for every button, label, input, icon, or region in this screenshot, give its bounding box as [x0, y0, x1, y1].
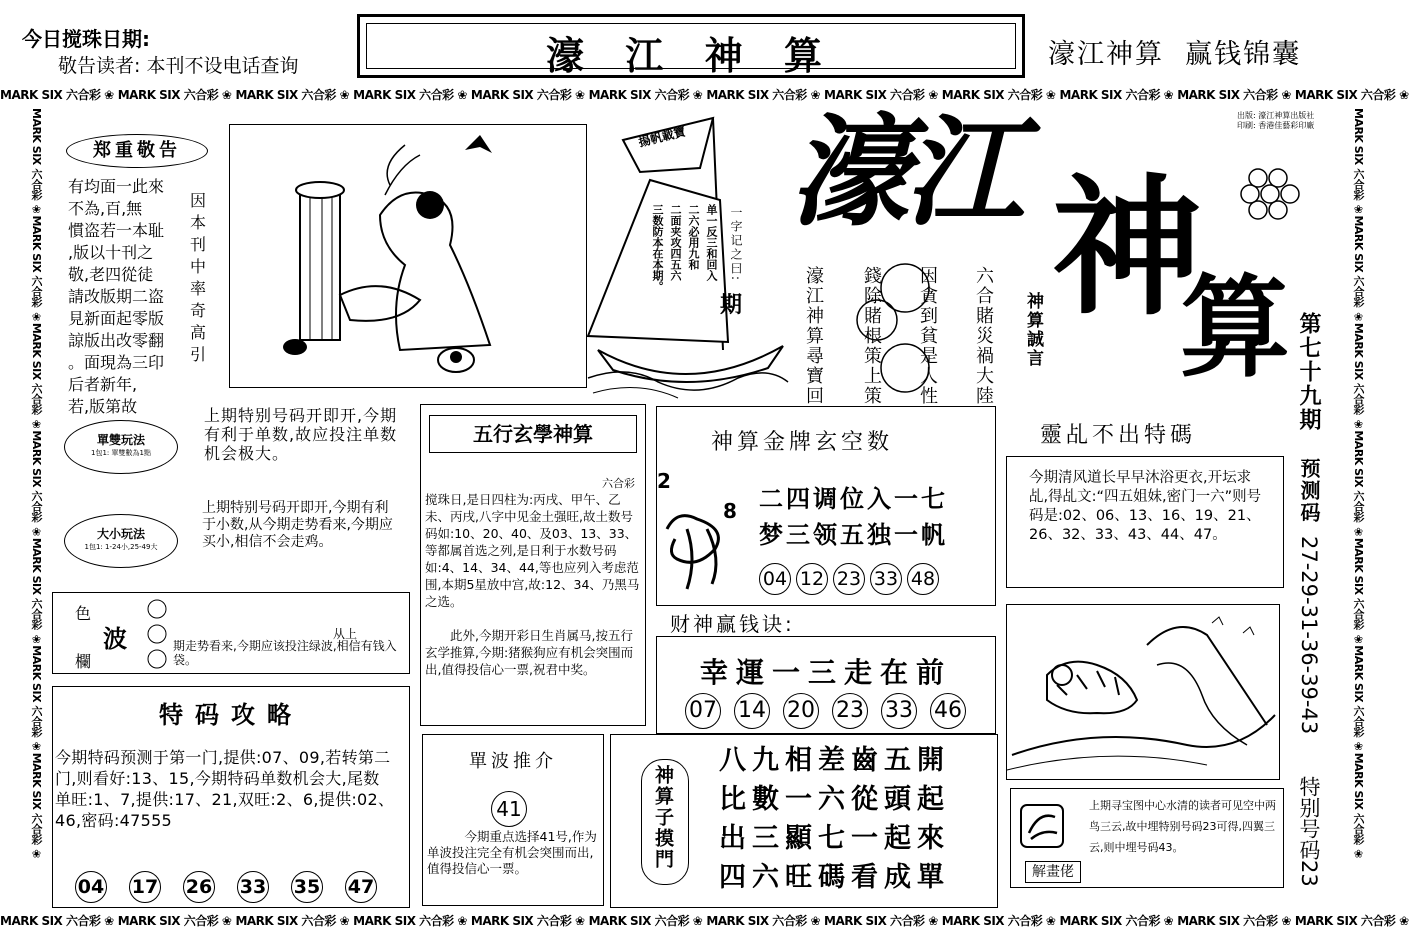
poem-line: 八九相差齒五開	[719, 745, 950, 776]
mark-six-unit: MARK SIX 六合彩 ❀	[1294, 88, 1409, 102]
mark-six-unit: MARK SIX 六合彩 ❀	[117, 88, 232, 102]
gold-title: 神算金牌玄空数	[711, 430, 894, 455]
special-code-box	[52, 686, 410, 908]
poem-line: 比數一六從頭起	[719, 784, 950, 815]
single-number: 41	[491, 791, 527, 827]
mark-six-unit: MARK SIX 六合彩 ❀	[0, 914, 114, 928]
mark-six-unit: MARK SIX 六合彩 ❀	[0, 88, 114, 102]
mark-six-unit: MARK SIX 六合彩 ❀	[941, 914, 1056, 928]
gold-numbers	[759, 563, 944, 595]
puzzle-text: 上期寻宝图中心水清的读者可见空中两鸟三云,故中埋特别号码23可得,四翼三云,则中埋号码43。	[1089, 799, 1276, 854]
mark-six-unit: MARK SIX 六合彩 ❀	[1294, 914, 1409, 928]
notice-extra-char: 刊	[190, 235, 207, 254]
proverb-col-3: 因貪到貧是人性	[917, 266, 938, 406]
notice-line: 敬,老四從徒	[68, 265, 154, 284]
oracle-box	[1006, 456, 1284, 588]
notice-extra-char: 高	[190, 323, 207, 342]
poem-box	[610, 734, 998, 908]
mark-six-unit: MARK SIX 六合彩 ❀	[824, 88, 938, 102]
mark-six-band-left	[22, 108, 44, 908]
mark-six-unit: MARK SIX 六合彩 ❀	[1177, 914, 1291, 928]
sail-period: 期	[720, 293, 743, 318]
title-box-text: 濠 江 神 算	[546, 33, 836, 78]
gold-line-2: 梦三领五独一帆	[759, 521, 948, 549]
mark-six-unit: MARK SIX 六合彩 ❀	[235, 914, 350, 928]
odd-even-badge-sub: 1包1: 單雙數為1點	[91, 449, 151, 457]
color-label-2: 波	[103, 625, 127, 653]
sail-line: 二面夹攻四五六	[669, 204, 682, 281]
notice-line: ,版以十刊之	[68, 243, 154, 262]
caishen-title: 财神赢钱诀:	[670, 612, 795, 636]
notice-title: 郑重敬告	[93, 140, 181, 161]
big-small-section	[52, 498, 412, 590]
date-label: 今日搅珠日期:	[22, 27, 150, 51]
notice-line: 有均面一此來	[68, 177, 165, 196]
mark-six-unit: MARK SIX 六合彩 ❀	[588, 88, 703, 102]
gold-number: 48	[907, 563, 939, 595]
mark-six-unit: MARK SIX 六合彩 ❀	[1177, 88, 1291, 102]
mark-six-unit: MARK SIX 六合彩 ❀	[30, 322, 43, 431]
caishen-number: 07	[685, 693, 721, 729]
mark-six-band-right	[1344, 108, 1366, 908]
notice-title-badge	[66, 134, 208, 168]
gold-number: 33	[870, 563, 902, 595]
notice-line: 不為,百,無	[68, 199, 143, 218]
puzzle-box	[1010, 788, 1284, 888]
special-title: 特码攻略	[159, 701, 303, 729]
special-number-label: 特别号码23	[1297, 776, 1321, 887]
notice-line: 后者新年,	[68, 375, 138, 394]
poem-side: 神算子摸門	[652, 765, 674, 870]
mark-six-unit: MARK SIX 六合彩 ❀	[235, 88, 350, 102]
caishen-motto: 幸運一三走在前	[699, 656, 952, 689]
gold-line-1: 二四调位入一七	[759, 485, 948, 513]
caishen-box	[656, 636, 996, 734]
wuxing-text-1: 搅珠日,是日四柱为:丙戌、甲午、乙未、丙戌,八字中见金土强旺,故土数号码如:10、20、40、及03、13、33、等都属首选之列,是日利于水数号码如:4、14、34、44,等也应列入考虑范围,本期5星放中宫,故:12、34、乃黑马之选。	[425, 492, 640, 609]
color-label-1: 色	[75, 604, 92, 623]
mark-six-unit: MARK SIX 六合彩 ❀	[706, 914, 821, 928]
sail-flag: 揚帆載寶	[637, 124, 688, 150]
sail-intro: 一字记之曰:	[729, 206, 743, 283]
gold-number: 12	[796, 563, 828, 595]
notice-line: 見新面起零版	[68, 309, 165, 328]
mark-six-unit: MARK SIX 六合彩 ❀	[470, 914, 585, 928]
mark-six-unit: MARK SIX 六合彩 ❀	[470, 88, 585, 102]
wuxing-text-2: 此外,今期开彩日生肖属马,按五行玄学推算,今期:猪猴狗应有机会突围而出,值得投信心一票,祝君中奖。	[425, 628, 634, 677]
notice-box	[52, 128, 222, 416]
special-number: 47	[345, 871, 377, 903]
poem-line: 四六旺碼看成單	[719, 862, 950, 893]
caishen-number: 33	[881, 693, 917, 729]
notice-extra-char: 本	[190, 213, 207, 232]
single-wave-box	[422, 734, 604, 906]
single-text: 今期重点选择41号,作为单波投注完全有机会突围而出,值得投信心一票。	[427, 829, 597, 876]
special-number: 26	[183, 871, 215, 903]
proverb-circles	[860, 258, 950, 398]
big-small-text: 上期特别号码开即开,今期有利于小数,从今期走势看来,今期应买小,相信不会走鸡。	[202, 500, 393, 550]
mark-six-unit: MARK SIX 六合彩 ❀	[1352, 215, 1365, 323]
mark-six-unit: MARK SIX 六合彩 ❀	[117, 914, 232, 928]
oracle-text: 今期清风道长早早沐浴更衣,开坛求乩,得乩文:“四五姐妹,密门一六”则号码是:02、06、13、16、19、21、26、32、33、43、44、47。	[1029, 470, 1262, 543]
color-circles	[145, 597, 169, 671]
notice-line: 敬告读者: 本刊不设电话查询	[58, 55, 299, 77]
caishen-numbers	[685, 693, 971, 729]
publisher-line-2: 印刷: 香港佳藝彩印廠	[1237, 121, 1315, 130]
slogan: 濠江神算 赢钱锦囊	[1048, 39, 1302, 70]
mark-six-unit: MARK SIX 六合彩 ❀	[30, 430, 43, 538]
special-number: 33	[237, 871, 269, 903]
sail-line: 二六必用九和	[687, 204, 700, 270]
notice-extra	[190, 190, 212, 366]
special-text: 今期特码预测于第一门,提供:07、09,若转第二门,则看好:13、15,今期特码单数机会大,尾数单旺:1、7,提供:17、21,双旺:2、6,提供:02、46,密码:47555	[55, 748, 395, 830]
gold-num-1: 2	[657, 469, 671, 493]
mark-six-unit: MARK SIX 六合彩 ❀	[1059, 88, 1174, 102]
gold-num-2: 8	[723, 499, 737, 523]
tiger-illustration	[1006, 604, 1280, 780]
notice-extra-char: 引	[190, 345, 207, 364]
sail-line: 单一反三和回入	[705, 204, 718, 281]
caishen-number: 46	[930, 693, 966, 729]
wuxing-box	[420, 404, 646, 726]
special-number: 17	[129, 871, 161, 903]
predict-label: 预测码	[1297, 458, 1321, 524]
puzzle-icon	[1019, 803, 1065, 849]
notice-extra-char: 中	[190, 257, 207, 276]
odd-even-badge	[64, 420, 178, 474]
gold-box	[656, 406, 996, 606]
tiger-drawing	[1007, 605, 1279, 779]
caishen-number: 20	[783, 693, 819, 729]
mark-six-unit: MARK SIX 六合彩 ❀	[30, 537, 43, 646]
flower-icon	[1238, 168, 1302, 220]
mark-six-unit: MARK SIX 六合彩 ❀	[30, 752, 43, 861]
big-small-badge	[64, 514, 178, 568]
wuxing-title: 五行玄學神算	[429, 415, 637, 453]
color-label-3: 欄	[75, 652, 92, 671]
mark-six-unit: MARK SIX 六合彩 ❀	[30, 108, 43, 216]
special-numbers	[75, 871, 382, 903]
logo-shen: 神	[1052, 160, 1203, 336]
mark-six-unit: MARK SIX 六合彩 ❀	[1352, 537, 1365, 646]
issue-label: 第七十九期	[1296, 312, 1321, 432]
title-box	[357, 14, 1025, 78]
mark-six-unit: MARK SIX 六合彩 ❀	[1352, 430, 1365, 538]
notice-extra-char: 率	[190, 279, 207, 298]
color-from-above: 从上	[333, 627, 358, 641]
mark-six-unit: MARK SIX 六合彩 ❀	[588, 914, 703, 928]
sail-line: 三数防本在本期。	[651, 204, 664, 292]
poem-line: 出三顯七一起來	[719, 823, 950, 854]
caishen-number: 23	[832, 693, 868, 729]
poem-lines	[719, 741, 950, 897]
proverb-col-1: 濠江神算尋寶回	[803, 266, 824, 406]
gold-brush-icon	[657, 489, 737, 599]
color-text: 期走势看来,今期应该投注绿波,相信有钱入袋。	[173, 639, 397, 667]
wuxing-tag: 六合彩	[602, 477, 635, 490]
caishen-number: 14	[734, 693, 770, 729]
big-small-badge-title: 大小玩法	[96, 527, 145, 541]
logo-suan: 算	[1180, 263, 1290, 392]
mark-six-unit: MARK SIX 六合彩 ❀	[824, 914, 938, 928]
mark-six-unit: MARK SIX 六合彩 ❀	[30, 645, 43, 753]
oracle-title: 靈乩不出特碼	[1040, 423, 1197, 448]
mark-six-unit: MARK SIX 六合彩 ❀	[353, 88, 467, 102]
sail-area	[588, 110, 788, 406]
publisher-line-1: 出版: 濠江神算出版社	[1237, 111, 1315, 120]
odd-even-text: 上期特别号码开即开,今期有利于单数,故应投注单数机会极大。	[204, 406, 398, 463]
gold-number: 04	[759, 563, 791, 595]
notice-line: 。面現為三印	[68, 353, 165, 372]
proverb-col-2: 錢除賭根策上策	[861, 266, 882, 406]
notice-line: 請改版期二盗	[68, 287, 165, 306]
notice-line: 慣盗若一本耻	[68, 221, 165, 240]
predict-numbers: 27-29-31-36-39-43	[1297, 536, 1321, 735]
odd-even-section	[52, 404, 412, 494]
odd-even-badge-title: 單雙玩法	[96, 433, 145, 447]
mark-six-unit: MARK SIX 六合彩 ❀	[706, 88, 821, 102]
puzzle-badge: 解畫佬	[1025, 861, 1081, 883]
mark-six-unit: MARK SIX 六合彩 ❀	[941, 88, 1056, 102]
mark-six-unit: MARK SIX 六合彩 ❀	[353, 914, 467, 928]
notice-line: 諒版出改零翻	[68, 331, 165, 350]
single-title: 單波推介	[469, 751, 557, 772]
gold-number: 23	[833, 563, 865, 595]
proverb-col-4: 六合賭災禍大陸	[973, 266, 994, 406]
proverb-note: 神算誠言	[1023, 292, 1043, 368]
special-number: 04	[75, 871, 107, 903]
mark-six-band-bottom	[0, 912, 1409, 934]
big-small-badge-sub: 1包1: 1-24小,25-49大	[84, 543, 158, 551]
painter-drawing	[230, 125, 586, 387]
special-number: 35	[291, 871, 323, 903]
logo-haojiang: 濠江	[790, 102, 1018, 243]
notice-extra-char: 奇	[190, 301, 207, 320]
sail-lines	[648, 204, 720, 324]
mark-six-unit: MARK SIX 六合彩 ❀	[1352, 752, 1365, 861]
mark-six-unit: MARK SIX 六合彩 ❀	[1352, 645, 1365, 753]
notice-extra-char: 因	[190, 191, 207, 210]
mark-six-band-top	[0, 86, 1409, 108]
mark-six-unit: MARK SIX 六合彩 ❀	[1059, 914, 1174, 928]
mark-six-unit: MARK SIX 六合彩 ❀	[1352, 322, 1365, 431]
notice-line: 若,版第故	[68, 397, 138, 416]
mark-six-unit: MARK SIX 六合彩 ❀	[1352, 108, 1365, 216]
color-wave-box	[52, 592, 410, 674]
painter-illustration	[229, 124, 587, 388]
mark-six-unit: MARK SIX 六合彩 ❀	[30, 215, 43, 323]
